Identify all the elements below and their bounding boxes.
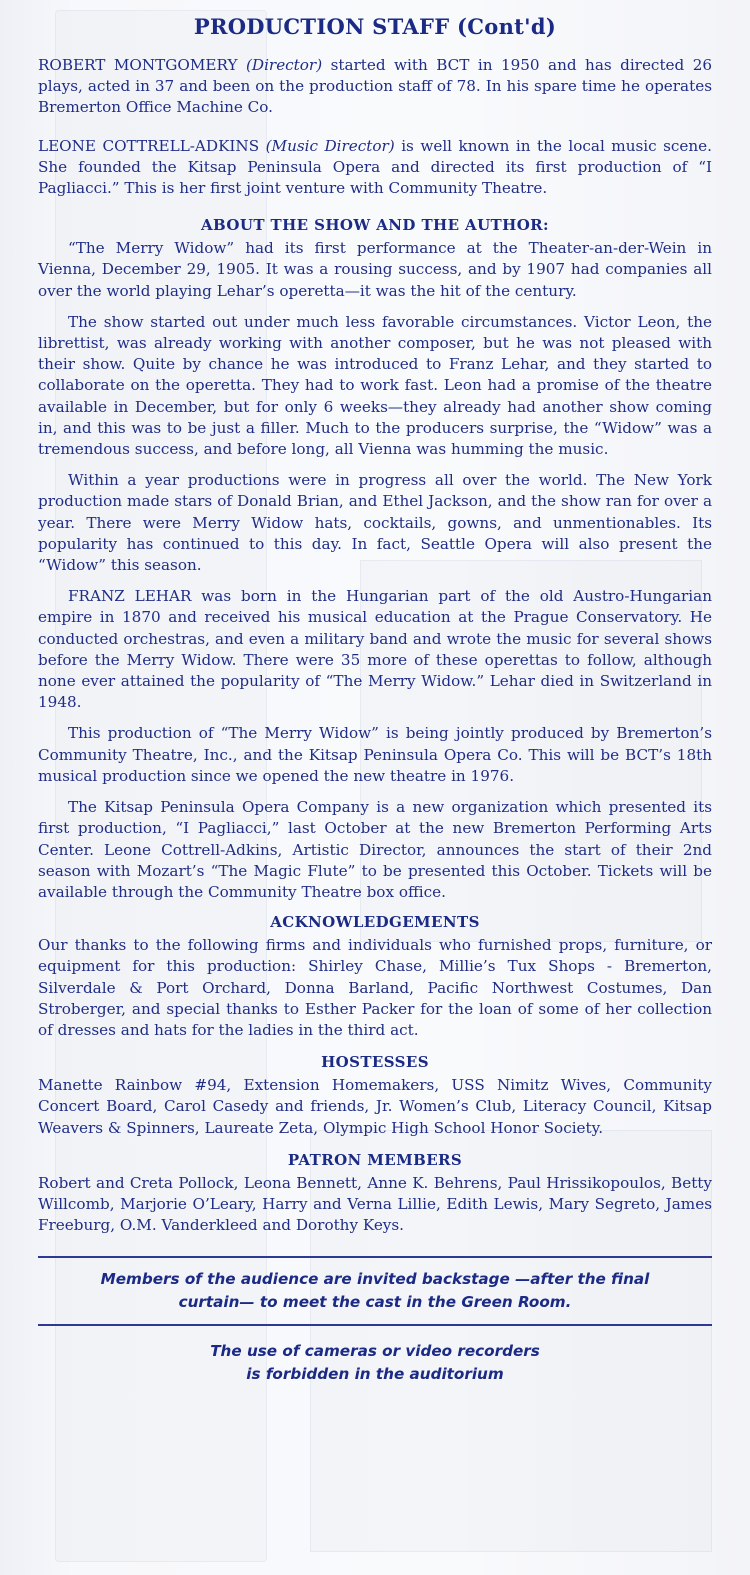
page-title: PRODUCTION STAFF (Cont'd)	[193, 14, 557, 39]
about-paragraph: This production of “The Merry Widow” is being jointly produced by Bremerton’s Community Theatre, Inc., and the Kitsap Peninsula Opera Co. This will be BCT’s 18th musical production since we opened the new theatre in 1976.	[38, 724, 712, 785]
backstage-invitation	[38, 1258, 712, 1324]
camera-line: The use of cameras or video recorders	[210, 1342, 540, 1361]
staff-name: LEONE COTTRELL-ADKINS	[38, 136, 260, 155]
acknowledgements-heading: ACKNOWLEDGEMENTS	[270, 913, 480, 932]
camera-notice	[38, 1326, 712, 1386]
staff-bio-text: started with BCT in 1950 and has directed 26 plays, acted in 37 and been on the production staff of 78. In his spare time he operates Bremerton Office Machine Co.	[38, 56, 713, 117]
camera-line: is forbidden in the auditorium	[246, 1365, 504, 1384]
backstage-line: Members of the audience are invited backstage —after the final	[100, 1270, 650, 1289]
staff-name: ROBERT MONTGOMERY	[38, 56, 238, 74]
acknowledgements-text: Our thanks to the following firms and individuals who furnished props, furniture, or equipment for this production: Shirley Chase, Millie’s Tux Shops - Bremerton, Silverdale & Port Orchard, Donna Barland, Pacific Northwest Costumes, Dan Stroberger, and special thanks to Esther Packer for the loan of some of her collection of dresses and hats for the ladies in the third act.	[38, 936, 712, 1039]
backstage-line: curtain— to meet the cast in the Green Room.	[178, 1293, 572, 1312]
staff-role: (Director)	[245, 56, 323, 74]
patrons-text: Robert and Creta Pollock, Leona Bennett, Anne K. Behrens, Paul Hrissikopoulos, Betty Willcomb, Marjorie O’Leary, Harry and Verna Lillie, Edith Lewis, Mary Segreto, James Freeburg, O.M. Vanderkleed and Dorothy Keys.	[38, 1173, 712, 1235]
staff-bio-text: is well known in the local music scene. She founded the Kitsap Peninsula Opera and directed its first production of “I Pagliacci.” This is her first joint venture with Community Theatre.	[38, 136, 712, 198]
about-paragraph: The Kitsap Peninsula Opera Company is a new organization which presented its first production, “I Pagliacci,” last October at the new Bremerton Performing Arts Center. Leone Cottrell-Adkins, Artistic Director, announces the start of their 2nd season with Mozart’s “The Magic Flute” to be presented this October. Tickets will be available through the Community Theatre box office.	[38, 798, 712, 901]
about-paragraph: Within a year productions were in progress all over the world. The New York production made stars of Donald Brian, and Ethel Jackson, and the show ran for over a year. There were Merry Widow hats, cocktails, gowns, and unmentionables. Its popularity has continued to this day. In fact, Seattle Opera will also present the “Widow” this season.	[38, 471, 712, 575]
about-paragraph: The show started out under much less favorable circumstances. Victor Leon, the librettist, was already working with another composer, but he was not pleased with their show. Quite by chance he was introduced to Franz Lehar, and they started to collaborate on the operetta. They had to work fast. Leon had a promise of the theatre available in December, but for only 6 weeks—they already had another show coming in, and this was to be just a filler. Much to the producers surprise, the “Widow” was a tremendous success, and before long, all Vienna was humming the music.	[38, 312, 712, 459]
patrons-heading: PATRON MEMBERS	[287, 1150, 463, 1169]
about-paragraph: FRANZ LEHAR was born in the Hungarian part of the old Austro-Hungarian empire in 1870 and received his musical education at the Prague Conservatory. He conducted orchestras, and even a military band and wrote the music for several shows before the Merry Widow. There were 35 more of these operettas to follow, although none ever attained the popularity of “The Merry Widow.” Lehar died in Switzerland in 1948.	[38, 587, 712, 712]
about-heading: ABOUT THE SHOW AND THE AUTHOR:	[201, 216, 549, 235]
hostesses-text: Manette Rainbow #94, Extension Homemakers, USS Nimitz Wives, Community Concert Board, Carol Casedy and friends, Jr. Women’s Club, Literacy Council, Kitsap Weavers & Spinners, Laureate Zeta, Olympic High School Honor Society.	[38, 1076, 712, 1137]
staff-bio-director	[38, 55, 712, 119]
staff-role: (Music Director)	[265, 136, 395, 155]
hostesses-heading: HOSTESSES	[321, 1053, 429, 1072]
staff-bio-music-director	[38, 136, 712, 200]
about-paragraph: “The Merry Widow” had its first performance at the Theater-an-der-Wein in Vienna, December 29, 1905. It was a rousing success, and by 1907 had companies all over the world playing Lehar’s operetta—it was the hit of the century.	[38, 239, 712, 300]
